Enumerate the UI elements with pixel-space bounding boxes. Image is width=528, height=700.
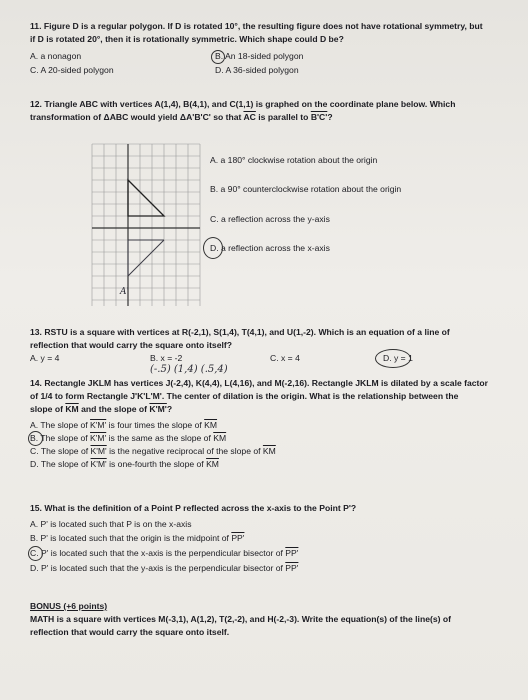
q14-c-seg2: $\overline{KM}$ xyxy=(262,446,276,456)
q14-d-post: is one-fourth the slope of xyxy=(106,459,207,469)
q11-choice-a: A. a nonagon xyxy=(30,51,82,61)
bonus-line2: reflection that would carry the square onto itself. xyxy=(30,627,230,637)
q14-choice-b xyxy=(30,432,226,444)
q14-b-seg1: K'M' xyxy=(90,433,107,443)
q11-answer-circle xyxy=(211,50,225,64)
q14-stem-line2: of 1/4 to form Rectangle J'K'L'M'. The center of dilation is the origin. What is the relationship between the xyxy=(30,391,459,401)
q14-c-seg1: K'M' xyxy=(90,446,107,456)
segment-bpcp: B'C' xyxy=(310,112,328,122)
q12-stem-mid: is parallel to xyxy=(255,112,311,122)
q11-choice-b: B. An 18-sided polygon xyxy=(215,51,304,61)
q14-a-seg2: $\overline{KM}$ xyxy=(204,420,218,430)
q12-choice-a: A. a 180° clockwise rotation about the origin xyxy=(210,155,378,165)
q12-stem-post: ? xyxy=(327,112,333,122)
q14-b-post: is the same as the slope of xyxy=(106,433,214,443)
q15-answer-circle xyxy=(28,546,43,561)
q13-choice-b: B. x = -2 xyxy=(150,353,183,363)
q14-d-seg2: $\overline{KM}$ xyxy=(206,459,219,469)
q14-d-pre: D. The slope of xyxy=(30,459,91,469)
q14-choice-d xyxy=(30,458,219,470)
sketched-image-triangle xyxy=(128,240,164,276)
triangle-abc xyxy=(128,180,164,216)
q12-choice-d: D. a reflection across the x-axis xyxy=(210,243,330,253)
q14-choice-c xyxy=(30,445,276,457)
q14-b-seg2: $\overline{KM}$ xyxy=(213,433,227,443)
q12-stem-line1: 12. Triangle ABC with vertices A(1,4), B(4,1), and C(1,1) is graphed on the coordinate plane below. Which xyxy=(30,99,456,109)
segment-kpmp: K'M' xyxy=(149,404,167,414)
q11-stem-line1: 11. Figure D is a regular polygon. If D is rotated 10°, the resulting figure does not have rotational symmetry, but xyxy=(30,21,483,31)
bonus-line1: MATH is a square with vertices M(-3,1), A(1,2), T(2,-2), and H(-2,-3). Write the equation(s) of the line(s) of xyxy=(30,614,451,624)
q13-stem-line2: reflection that would carry the square onto itself? xyxy=(30,340,232,350)
q15-choice-c xyxy=(30,547,298,559)
q15-c-text: C. P' is located such that the x-axis is the perpendicular bisector of xyxy=(30,548,286,558)
q14-c-post: is the negative reciprocal of the slope of xyxy=(106,446,263,456)
q13-choice-a: A. y = 4 xyxy=(30,353,60,363)
q14-stem-mid: and the slope of xyxy=(78,404,150,414)
q14-d-seg1: K'M' xyxy=(90,459,107,469)
q15-c-seg: PP' xyxy=(285,548,299,558)
q15-choice-d xyxy=(30,562,298,574)
q11-choice-d: D. A 36-sided polygon xyxy=(215,65,299,75)
q14-stem-line3 xyxy=(30,403,172,415)
bonus-title: BONUS (+6 points) xyxy=(30,601,108,611)
q12-choice-b: B. a 90° counterclockwise rotation about the origin xyxy=(210,184,402,194)
q14-stem-pre: slope of xyxy=(30,404,66,414)
q14-a-pre: A. The slope of xyxy=(30,420,91,430)
q13-handwritten-work: (-.5) (1,4) (.5,4) xyxy=(150,364,228,375)
q14-stem-line1: 14. Rectangle JKLM has vertices J(-2,4), K(4,4), L(4,16), and M(-2,16). Rectangle JKLM is dilated by a scale factor xyxy=(30,378,489,388)
q12-choice-c: C. a reflection across the y-axis xyxy=(210,214,330,224)
q14-c-pre: C. The slope of xyxy=(30,446,91,456)
q15-d-seg: PP' xyxy=(285,563,299,573)
q12-stem-pre: transformation of ΔABC would yield ΔA'B'C' so that xyxy=(30,112,244,122)
q14-a-post: is four times the slope of xyxy=(106,420,205,430)
q14-a-seg1: K'M' xyxy=(90,420,107,430)
q14-stem-post: ? xyxy=(166,404,173,414)
q13-choice-c: C. x = 4 xyxy=(270,353,300,363)
coordinate-grid xyxy=(88,140,208,310)
q13-stem-line1: 13. RSTU is a square with vertices at R(-2,1), S(1,4), T(4,1), and U(1,-2). Which is an equation of a line of xyxy=(30,327,450,337)
q12-stem-line2 xyxy=(30,111,333,123)
q15-stem: 15. What is the definition of a Point P reflected across the x-axis to the Point P'? xyxy=(30,503,357,513)
q15-choice-b xyxy=(30,532,244,544)
q14-choice-a xyxy=(30,419,217,431)
q13-answer-circle xyxy=(375,349,411,368)
q11-stem-line2: if D is rotated 20°, then it is rotationally symmetric. Which shape could D be? xyxy=(30,34,344,44)
q15-b-seg: PP' xyxy=(231,533,245,543)
segment-km: $\overline{KM}$ xyxy=(65,404,79,414)
segment-ac: $\overline{AC}$ xyxy=(243,112,256,122)
q14-answer-circle xyxy=(28,431,43,446)
q12-answer-circle xyxy=(203,237,223,259)
handwritten-a-prime: A' xyxy=(120,287,129,297)
q14-b-pre: B. The slope of xyxy=(30,433,91,443)
q13-choice-d: D. y = 1 xyxy=(383,353,413,363)
q11-choice-c: C. A 20-sided polygon xyxy=(30,65,114,75)
q15-d-text: D. P' is located such that the y-axis is the perpendicular bisector of xyxy=(30,563,286,573)
q15-choice-a: A. P' is located such that P is on the x-axis xyxy=(30,519,192,529)
q15-b-text: B. P' is located such that the origin is the midpoint of xyxy=(30,533,232,543)
